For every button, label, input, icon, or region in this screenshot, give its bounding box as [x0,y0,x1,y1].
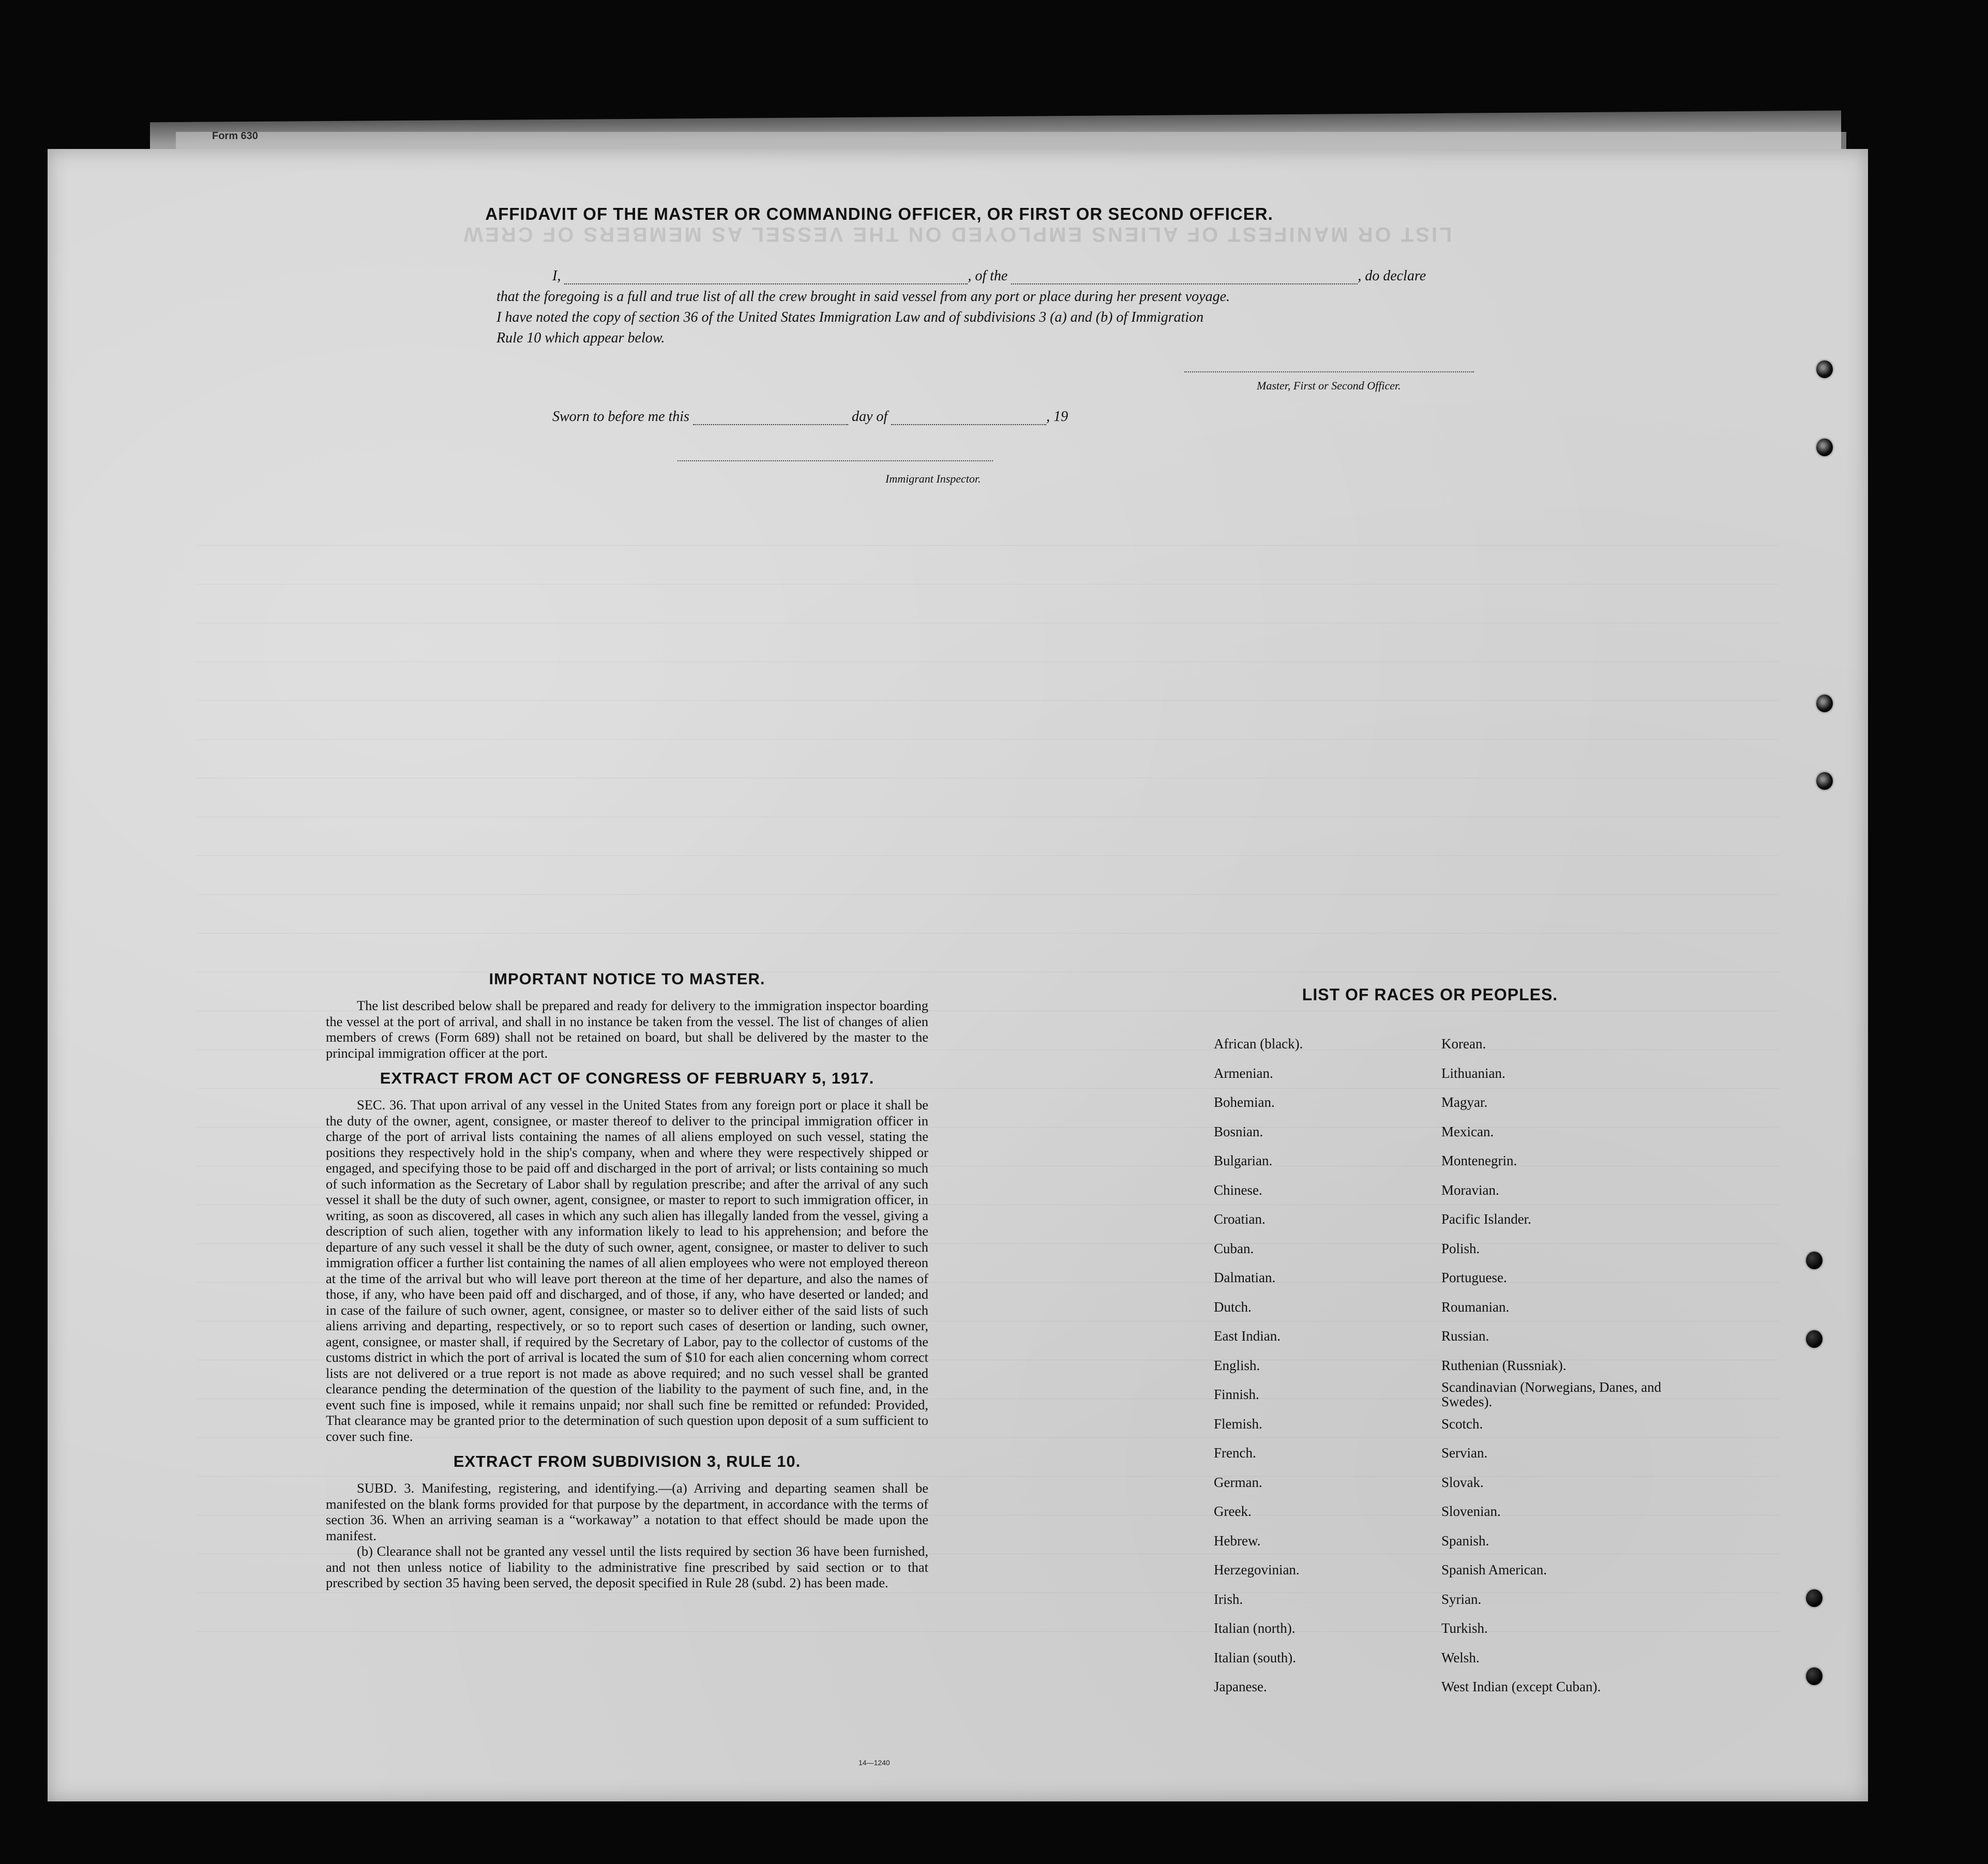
extract-act-text: SEC. 36. That upon arrival of any vessel in the United States from any foreign port or place it shall be the duty of the owner, agent, consignee, or master thereof to deliver to the principal immigration officer in charge of the port of arrival lists containing the names of all aliens employed on such vessel, stating the positions they respectively hold in the ship's company, when and where they were respectively shipped or engaged, and specifying those to be paid off and discharged in the port of arrival; or lists containing so much of such information as the Secretary of Labor shall by regulation prescribe; and after the arrival of any such vessel it shall be the duty of such owner, agent, consignee, or master to report to such immigration officer, in writing, as soon as discovered, all cases in which any such alien has illegally landed from the vessel, giving a description of such alien, together with any information likely to lead to his apprehension; and before the departure of any such vessel it shall be the duty of such owner, agent, consignee, or master to deliver to such immigration officer a further list containing the names of all alien employees who were not employed thereon at the time of the arrival but who will leave port thereon at the time of her departure, and also the names of those, if any, who have been paid off and discharged, and of those, if any, who have deserted or landed; and in case of the failure of such owner, agent, consignee, or master so to deliver either of the said lists of such aliens arriving and departing, respectively, or so to report such cases of desertion or landing, such owner, agent, consignee, or master shall, if required by the Secretary of Labor, pay to the collector of customs of the customs district in which the port of arrival is located the sum of $10 for each alien concerning whom correct lists are not delivered or a true report is not made as above required; and no such vessel shall be granted clearance pending the determination of the question of the liability to the payment of such fine, and, in the event such fine is imposed, while it remains unpaid; nor shall such fine be remitted or refunded: Provided, That clearance may be granted prior to the determination of such question upon deposit of a sum sufficient to cover such fine. [326,1097,928,1444]
form-number: Form 630 [212,130,258,142]
affidavit-declare: , do declare [1358,268,1426,284]
race-item: Russian. [1441,1328,1489,1344]
races-title: LIST OF RACES OR PEOPLES. [1302,985,1558,1004]
race-item: Hebrew. [1214,1532,1261,1549]
vessel-blank[interactable] [1011,283,1358,284]
affidavit-line-2: that the foregoing is a full and true list of all the crew brought in said vessel from any port or place during her present voyage. [496,289,1230,305]
inspector-signature-label: Immigrant Inspector. [885,472,981,485]
sworn-day-blank[interactable] [693,424,848,425]
affidavit-title: AFFIDAVIT OF THE MASTER OR COMMANDING OFFICER, OR FIRST OR SECOND OFFICER. [485,204,1273,223]
race-item: Italian (north). [1214,1620,1296,1636]
race-item: Servian. [1441,1445,1488,1461]
race-item: Bohemian. [1214,1094,1275,1110]
races-left-column [1214,1029,1303,1702]
race-item: Bulgarian. [1214,1153,1273,1168]
day-of-text: day of [851,409,888,425]
binder-hole-icon [1816,360,1833,378]
race-item: Finnish. [1214,1387,1259,1402]
master-signature-label: Master, First or Second Officer. [1257,379,1401,392]
sworn-text: Sworn to before me this [552,409,689,425]
name-blank[interactable] [564,283,968,284]
race-item: Flemish. [1214,1416,1262,1432]
notice-text: The list described below shall be prepared and ready for delivery to the immigration inspector boarding the vessel at the port of arrival, and shall in no instance be taken from the vessel. The list of changes of alien members of crews (Form 689) shall not be retained on board, but shall be delivered by the master to the principal immigration officer at the port. [326,998,928,1061]
race-item: Pacific Islander. [1441,1211,1531,1227]
affidavit-i: I, [552,268,561,284]
master-signature-line[interactable] [1184,371,1474,372]
race-item: Portuguese. [1441,1270,1507,1285]
race-item: Slovenian. [1441,1504,1501,1519]
race-item: Herzegovinian. [1214,1562,1300,1577]
race-item: Slovak. [1441,1474,1484,1490]
race-item: West Indian (except Cuban). [1441,1679,1601,1694]
race-item: Scotch. [1441,1416,1483,1432]
race-item: Greek. [1214,1504,1252,1519]
binder-hole-icon [1816,439,1833,456]
race-item: German. [1214,1474,1262,1490]
race-item: Croatian. [1214,1211,1266,1227]
race-item: Cuban. [1214,1240,1254,1256]
race-item: Scandinavian (Norwegians, Danes, and Swedes). [1441,1379,1662,1409]
affidavit-line-1 [552,268,1426,284]
race-item: Irish. [1214,1591,1243,1607]
binder-hole-icon [1806,1589,1823,1607]
race-item: Mexican. [1441,1123,1494,1139]
sworn-line [552,409,1068,425]
affidavit-line-4: Rule 10 which appear below. [496,330,665,346]
race-item: Roumanian. [1441,1299,1510,1315]
race-item: Montenegrin. [1441,1153,1517,1168]
race-item: Ruthenian (Russniak). [1441,1357,1567,1373]
extract-rule-title: EXTRACT FROM SUBDIVISION 3, RULE 10. [453,1452,801,1470]
affidavit-of-the: , of the [968,268,1008,284]
race-item: Welsh. [1441,1649,1480,1665]
race-item: Korean. [1441,1036,1486,1051]
bleed-through-heading: LIST OR MANIFEST OF ALIENS EMPLOYED ON THE VESSEL AS MEMBERS OF CREW [461,223,1452,246]
race-item: Dalmatian. [1214,1270,1276,1285]
race-item: Polish. [1441,1240,1480,1256]
binder-hole-icon [1816,695,1833,712]
binder-hole-icon [1806,1252,1823,1269]
race-item: Japanese. [1214,1679,1267,1694]
race-item: English. [1214,1357,1260,1373]
notices-column [326,970,928,1591]
race-item: Magyar. [1441,1094,1488,1110]
race-item: Spanish. [1441,1532,1489,1549]
race-item: Moravian. [1441,1182,1499,1198]
affidavit-line-3: I have noted the copy of section 36 of the United States Immigration Law and of subdivisions 3 (a) and (b) of Immigration [496,309,1204,325]
race-item: Dutch. [1214,1299,1252,1315]
race-item: Syrian. [1441,1591,1482,1607]
race-item: Italian (south). [1214,1649,1296,1665]
race-item: Armenian. [1214,1065,1273,1081]
race-item: Bosnian. [1214,1123,1263,1139]
print-code: 14—1240 [859,1758,890,1767]
race-item: Turkish. [1441,1620,1488,1636]
race-item: Chinese. [1214,1182,1262,1198]
races-right-column [1441,1029,1669,1702]
binder-hole-icon [1806,1667,1823,1685]
year-text: , 19 [1046,409,1068,425]
extract-rule-para-b: (b) Clearance shall not be granted any vessel until the lists required by section 36 have been furnished, and not then unless notice of liability to the administrative fine prescribed by said section or to that prescribed by section 35 having been served, the deposit specified in Rule 28 (subd. 2) has been made. [326,1543,928,1590]
inspector-signature-line[interactable] [677,460,993,461]
extract-act-title: EXTRACT FROM ACT OF CONGRESS OF FEBRUARY 5, 1917. [380,1069,875,1087]
extract-rule-para-a: SUBD. 3. Manifesting, registering, and identifying.—(a) Arriving and departing seamen shall be manifested on the blank forms provided for that purpose by the department, in accordance with the terms of section 36. When an arriving seaman is a “workaway” a notation to that effect should be made upon the manifest. [326,1480,928,1543]
race-item: Lithuanian. [1441,1065,1505,1081]
race-item: French. [1214,1445,1256,1461]
sworn-month-blank[interactable] [891,424,1046,425]
race-item: East Indian. [1214,1328,1281,1344]
binder-hole-icon [1816,772,1833,790]
notice-title: IMPORTANT NOTICE TO MASTER. [489,970,765,988]
race-item: Spanish American. [1441,1562,1547,1577]
race-item: African (black). [1214,1036,1303,1051]
binder-hole-icon [1806,1330,1823,1348]
